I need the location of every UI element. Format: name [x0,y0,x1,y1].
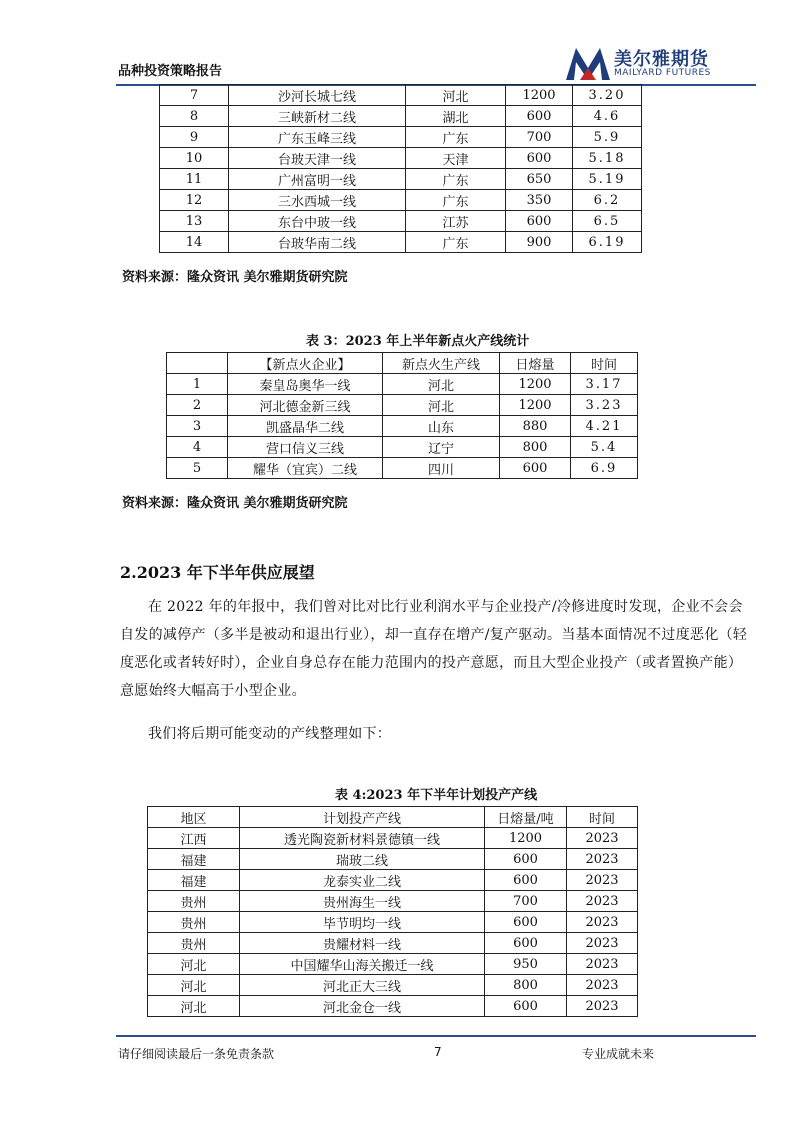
table-cell: 600 [485,849,567,870]
table-row [148,975,638,996]
table-cell: 600 [506,211,573,232]
table-row [160,232,642,253]
table-cell: 河北 [383,395,500,416]
table-cell: 河北金仓一线 [240,996,485,1017]
table-cell: 600 [506,148,573,169]
table-cell: 700 [506,127,573,148]
table-cell: 三峡新材二线 [229,106,406,127]
table-cell: 河北 [383,374,500,395]
table-row [148,954,638,975]
table-cell: 江西 [148,828,240,849]
table-row [167,458,638,479]
table-cell: 广东玉峰三线 [229,127,406,148]
table-cell: 天津 [406,148,506,169]
table-cell: 沙河长城七线 [229,85,406,106]
table-header-cell: 日熔量 [500,353,571,374]
table-row [148,828,638,849]
footer-slogan: 专业成就未来 [582,1047,655,1061]
table-row [160,190,642,211]
table-cell: 2 [167,395,228,416]
footer-disclaimer: 请仔细阅读最后一条免责条款 [118,1047,275,1061]
table-row [160,148,642,169]
table-cell: 贵州 [148,891,240,912]
section-paragraph-1: 在 2022 年的年报中，我们曾对比对比行业利润水平与企业投产/冷修进度时发现，企业不会会自发的减停产（多半是被动和退出行业），却一直存在增产/复产驱动。当基本面情况不过度恶化（轻度恶化或者转好时），企业自身总存在能力范围内的投产意愿，而且大型企业投产（或者置换产能）意愿始终大幅高于小型企业。 [120,599,748,699]
table-cell: 880 [500,416,571,437]
table-3-caption: 表 3：2023 年上半年新点火产线统计 [306,334,530,349]
table-cell: 1 [167,374,228,395]
table-cell: 350 [506,190,573,211]
table-header-cell: 计划投产产线 [240,807,485,828]
table-cell: 950 [485,954,567,975]
table-cell: 800 [500,437,571,458]
table-cell: 河北德金新三线 [228,395,383,416]
table-cell: 三水西城一线 [229,190,406,211]
table-cell: 5 [167,458,228,479]
company-logo [566,44,756,84]
table-cell: 7 [160,85,229,106]
table-cell: 贵州 [148,933,240,954]
table-header-cell: 【新点火企业】 [228,353,383,374]
table-cell: 中国耀华山海关搬迁一线 [240,954,485,975]
table-cell: 650 [506,169,573,190]
table-header-cell: 新点火生产线 [383,353,500,374]
table-cell: 12 [160,190,229,211]
table-cell: 透光陶瓷新材料景德镇一线 [240,828,485,849]
table-cell: 6.5 [573,211,642,232]
table-cell: 广东 [406,169,506,190]
table-cell: 9 [160,127,229,148]
table-cell: 5.4 [571,437,638,458]
table-header-cell [167,353,228,374]
table-cell: 福建 [148,849,240,870]
table-row [160,211,642,232]
table-cell: 2023 [567,849,638,870]
report-title: 品种投资策略报告 [118,64,223,79]
table-cell: 山东 [383,416,500,437]
table-row [167,395,638,416]
table-cell: 600 [500,458,571,479]
table-cell: 河北 [148,954,240,975]
table-cell: 耀华（宜宾）二线 [228,458,383,479]
table-header-cell: 日熔量/吨 [485,807,567,828]
source-note-2: 资料来源：隆众资讯 美尔雅期货研究院 [122,496,348,511]
table-cell: 6.2 [573,190,642,211]
table-header-row [167,353,638,374]
table-cell: 900 [506,232,573,253]
table-cell: 秦皇岛奥华一线 [228,374,383,395]
table-cell: 福建 [148,870,240,891]
table-header-cell: 时间 [567,807,638,828]
table-row [160,169,642,190]
logo-mark-icon [566,48,610,80]
logo-text-cn: 美尔雅期货 [614,49,709,70]
table-cell: 2023 [567,912,638,933]
table-cell: 3.17 [571,374,638,395]
table-cell: 2023 [567,954,638,975]
table-cell: 1200 [506,85,573,106]
table-row [167,437,638,458]
table-cell: 广东 [406,190,506,211]
table-cell: 广东 [406,232,506,253]
table-cell: 800 [485,975,567,996]
table-cell: 广东 [406,127,506,148]
table-cell: 13 [160,211,229,232]
table-cell: 台玻天津一线 [229,148,406,169]
table-cell: 贵州 [148,912,240,933]
table-cell: 贵州海生一线 [240,891,485,912]
page-number: 7 [434,1045,442,1059]
table-cell: 四川 [383,458,500,479]
table-row [148,891,638,912]
section-paragraph-2: 我们将后期可能变动的产线整理如下： [148,726,392,742]
table-header-cell: 时间 [571,353,638,374]
table-row [148,849,638,870]
table-cell: 湖北 [406,106,506,127]
table-cell: 2023 [567,996,638,1017]
table-cell: 4.6 [573,106,642,127]
table-cell: 2023 [567,975,638,996]
table-4 [147,806,638,1017]
table-row [148,933,638,954]
table-cell: 600 [506,106,573,127]
table-cell: 3.23 [571,395,638,416]
table-cell: 1200 [500,374,571,395]
table-row [167,374,638,395]
table-cell: 5.18 [573,148,642,169]
footer-divider [116,1035,756,1037]
logo-text-en: MAILYARD FUTURES [614,68,711,78]
table-row [148,912,638,933]
table-row [148,996,638,1017]
table-cell: 600 [485,912,567,933]
table-cell: 3 [167,416,228,437]
table-2-continued [159,84,642,253]
table-cell: 2023 [567,891,638,912]
table-cell: 营口信义三线 [228,437,383,458]
table-row [167,416,638,437]
table-cell: 东台中玻一线 [229,211,406,232]
table-cell: 600 [485,933,567,954]
table-cell: 11 [160,169,229,190]
table-cell: 14 [160,232,229,253]
table-cell: 8 [160,106,229,127]
table-cell: 河北正大三线 [240,975,485,996]
table-cell: 2023 [567,933,638,954]
table-cell: 凯盛晶华二线 [228,416,383,437]
table-cell: 瑞玻二线 [240,849,485,870]
table-row [148,870,638,891]
table-row [160,106,642,127]
table-cell: 4 [167,437,228,458]
table-cell: 4.21 [571,416,638,437]
table-cell: 10 [160,148,229,169]
table-cell: 辽宁 [383,437,500,458]
table-cell: 5.19 [573,169,642,190]
table-cell: 1200 [485,828,567,849]
table-cell: 5.9 [573,127,642,148]
table-cell: 台玻华南二线 [229,232,406,253]
table-cell: 2023 [567,870,638,891]
table-cell: 1200 [500,395,571,416]
table-cell: 毕节明均一线 [240,912,485,933]
table-header-row [148,807,638,828]
table-cell: 600 [485,996,567,1017]
table-row [160,127,642,148]
table-cell: 700 [485,891,567,912]
table-cell: 贵耀材料一线 [240,933,485,954]
table-3 [166,352,638,479]
section-heading: 2.2023 年下半年供应展望 [120,563,315,582]
table-cell: 3.20 [573,85,642,106]
table-cell: 600 [485,870,567,891]
table-cell: 河北 [406,85,506,106]
table-cell: 广州富明一线 [229,169,406,190]
table-cell: 2023 [567,828,638,849]
table-cell: 江苏 [406,211,506,232]
table-cell: 龙泰实业二线 [240,870,485,891]
table-row [160,85,642,106]
table-header-cell: 地区 [148,807,240,828]
source-note-1: 资料来源：隆众资讯 美尔雅期货研究院 [122,270,348,285]
table-cell: 6.19 [573,232,642,253]
table-cell: 河北 [148,975,240,996]
table-cell: 6.9 [571,458,638,479]
table-4-caption: 表 4:2023 年下半年计划投产产线 [335,788,538,803]
table-cell: 河北 [148,996,240,1017]
